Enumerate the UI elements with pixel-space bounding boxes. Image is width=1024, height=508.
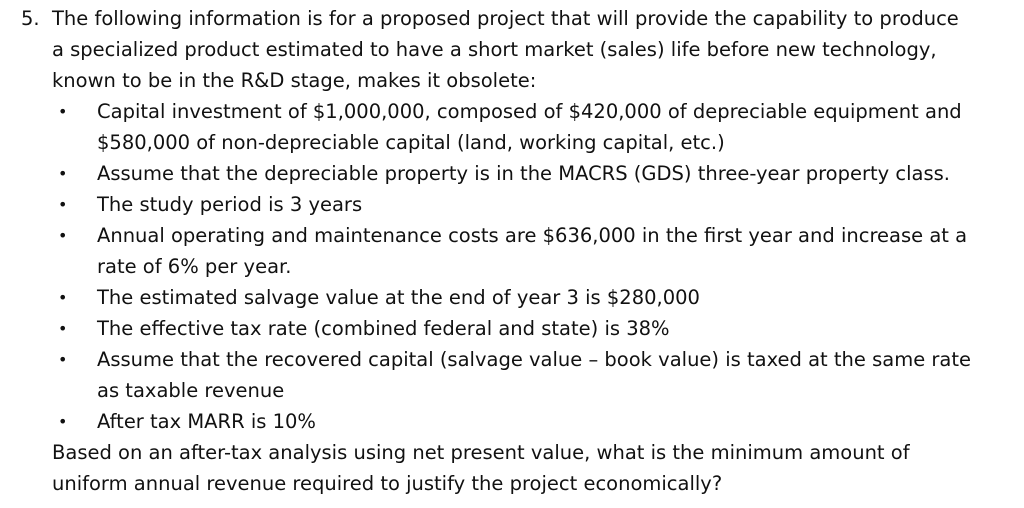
bullet-marker: • [58,195,68,214]
bullet-8-line-1: After tax MARR is 10% [97,410,316,433]
bullet-marker: • [58,288,68,307]
closing-line-1: Based on an after-tax analysis using net present value, what is the minimum amount of [52,441,910,464]
bullet-marker: • [58,350,68,369]
bullet-7-line-1: Assume that the recovered capital (salvage value – book value) is taxed at the same rate [97,348,972,371]
bullet-1-line-1: Capital investment of $1,000,000, composed of $420,000 of depreciable equipment and [97,100,962,123]
intro-line-1: The following information is for a proposed project that will provide the capability to produce [52,7,959,30]
question-number: 5. [21,7,40,30]
bullet-marker: • [58,164,68,183]
intro-line-2: a specialized product estimated to have a short market (sales) life before new technology, [52,38,937,61]
bullet-marker: • [58,102,68,121]
bullet-marker: • [58,319,68,338]
bullet-6-line-1: The effective tax rate (combined federal and state) is 38% [97,317,670,340]
bullet-7-line-2: as taxable revenue [97,379,285,402]
bullet-1-line-2: $580,000 of non-depreciable capital (land, working capital, etc.) [97,131,725,154]
bullet-2-line-1: Assume that the depreciable property is in the MACRS (GDS) three-year property class. [97,162,950,185]
bullet-3-line-1: The study period is 3 years [97,193,363,216]
bullet-5-line-1: The estimated salvage value at the end of year 3 is $280,000 [97,286,700,309]
bullet-4-line-2: rate of 6% per year. [97,255,292,278]
bullet-4-line-1: Annual operating and maintenance costs are $636,000 in the first year and increase at a [97,224,968,247]
bullet-marker: • [58,412,68,431]
closing-line-2: uniform annual revenue required to justify the project economically? [52,472,723,495]
bullet-marker: • [58,226,68,245]
intro-line-3: known to be in the R&D stage, makes it obsolete: [52,69,537,92]
